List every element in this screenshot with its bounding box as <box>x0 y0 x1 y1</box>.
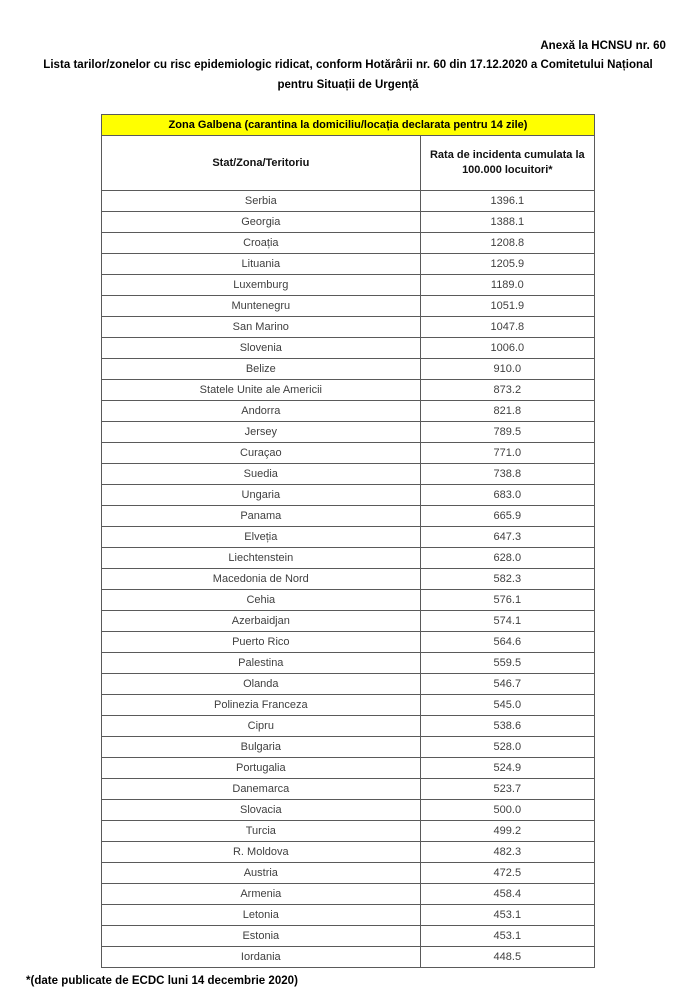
table-row <box>102 610 595 631</box>
cell-incidence-rate: 1047.8 <box>420 316 594 337</box>
cell-incidence-rate: 910.0 <box>420 358 594 379</box>
cell-country-name: Polinezia Franceza <box>102 694 421 715</box>
document-title-line-2: pentru Situații de Urgență <box>277 78 419 91</box>
cell-incidence-rate: 524.9 <box>420 757 594 778</box>
table-row <box>102 946 595 967</box>
column-header-rate-line-2: 100.000 locuitori* <box>462 163 553 176</box>
column-header-rate-line-1: Rata de incidenta cumulata la <box>429 149 585 162</box>
cell-incidence-rate: 448.5 <box>420 946 594 967</box>
zone-banner-row <box>102 114 595 135</box>
cell-country-name: Austria <box>102 862 421 883</box>
table-head <box>102 114 595 190</box>
cell-incidence-rate: 538.6 <box>420 715 594 736</box>
cell-incidence-rate: 1388.1 <box>420 211 594 232</box>
cell-incidence-rate: 1205.9 <box>420 253 594 274</box>
annex-label: Anexă la HCNSU nr. 60 <box>540 40 666 52</box>
table-row <box>102 505 595 526</box>
cell-country-name: Azerbaidjan <box>102 610 421 631</box>
table-row <box>102 715 595 736</box>
cell-country-name: Muntenegru <box>102 295 421 316</box>
cell-incidence-rate: 1051.9 <box>420 295 594 316</box>
cell-incidence-rate: 647.3 <box>420 526 594 547</box>
table-row <box>102 589 595 610</box>
cell-incidence-rate: 665.9 <box>420 505 594 526</box>
cell-country-name: Slovenia <box>102 337 421 358</box>
table-row <box>102 358 595 379</box>
cell-incidence-rate: 1189.0 <box>420 274 594 295</box>
table-row <box>102 883 595 904</box>
cell-country-name: Puerto Rico <box>102 631 421 652</box>
table-row <box>102 778 595 799</box>
cell-incidence-rate: 559.5 <box>420 652 594 673</box>
cell-incidence-rate: 873.2 <box>420 379 594 400</box>
cell-country-name: Olanda <box>102 673 421 694</box>
cell-incidence-rate: 628.0 <box>420 547 594 568</box>
table-row <box>102 295 595 316</box>
table-row <box>102 190 595 211</box>
cell-country-name: Letonia <box>102 904 421 925</box>
cell-incidence-rate: 821.8 <box>420 400 594 421</box>
cell-incidence-rate: 499.2 <box>420 820 594 841</box>
table-body <box>102 190 595 967</box>
cell-country-name: Turcia <box>102 820 421 841</box>
table-row <box>102 421 595 442</box>
cell-country-name: Estonia <box>102 925 421 946</box>
cell-incidence-rate: 523.7 <box>420 778 594 799</box>
cell-incidence-rate: 1208.8 <box>420 232 594 253</box>
table-row <box>102 904 595 925</box>
cell-incidence-rate: 738.8 <box>420 463 594 484</box>
column-header-rate <box>420 135 594 190</box>
cell-country-name: Portugalia <box>102 757 421 778</box>
cell-incidence-rate: 458.4 <box>420 883 594 904</box>
cell-country-name: Elveția <box>102 526 421 547</box>
cell-incidence-rate: 545.0 <box>420 694 594 715</box>
table-row <box>102 862 595 883</box>
table-row <box>102 841 595 862</box>
cell-country-name: Croația <box>102 232 421 253</box>
cell-country-name: Danemarca <box>102 778 421 799</box>
table-row <box>102 757 595 778</box>
table-row <box>102 232 595 253</box>
cell-country-name: Georgia <box>102 211 421 232</box>
table-row <box>102 316 595 337</box>
document-header <box>0 0 696 95</box>
table-row <box>102 631 595 652</box>
cell-country-name: Luxemburg <box>102 274 421 295</box>
table-row <box>102 274 595 295</box>
cell-incidence-rate: 453.1 <box>420 904 594 925</box>
table-row <box>102 442 595 463</box>
column-header-country: Stat/Zona/Teritoriu <box>102 135 421 190</box>
cell-country-name: Bulgaria <box>102 736 421 757</box>
cell-country-name: Serbia <box>102 190 421 211</box>
cell-incidence-rate: 453.1 <box>420 925 594 946</box>
table-row <box>102 652 595 673</box>
cell-incidence-rate: 500.0 <box>420 799 594 820</box>
cell-country-name: Curaçao <box>102 442 421 463</box>
cell-country-name: Andorra <box>102 400 421 421</box>
cell-country-name: Armenia <box>102 883 421 904</box>
cell-country-name: Jersey <box>102 421 421 442</box>
table-row <box>102 673 595 694</box>
cell-country-name: Panama <box>102 505 421 526</box>
footnote: *(date publicate de ECDC luni 14 decembrie 2020) <box>26 974 298 987</box>
cell-country-name: Suedia <box>102 463 421 484</box>
cell-country-name: Macedonia de Nord <box>102 568 421 589</box>
column-header-row <box>102 135 595 190</box>
cell-country-name: Ungaria <box>102 484 421 505</box>
cell-country-name: Iordania <box>102 946 421 967</box>
cell-country-name: Slovacia <box>102 799 421 820</box>
zone-banner-cell: Zona Galbena (carantina la domiciliu/locația declarata pentru 14 zile) <box>102 114 595 135</box>
cell-incidence-rate: 564.6 <box>420 631 594 652</box>
cell-incidence-rate: 582.3 <box>420 568 594 589</box>
cell-country-name: Belize <box>102 358 421 379</box>
cell-country-name: R. Moldova <box>102 841 421 862</box>
table-row <box>102 925 595 946</box>
cell-country-name: Liechtenstein <box>102 547 421 568</box>
table-row <box>102 253 595 274</box>
table-row <box>102 379 595 400</box>
cell-incidence-rate: 789.5 <box>420 421 594 442</box>
cell-incidence-rate: 528.0 <box>420 736 594 757</box>
cell-incidence-rate: 1006.0 <box>420 337 594 358</box>
table-row <box>102 211 595 232</box>
cell-incidence-rate: 683.0 <box>420 484 594 505</box>
cell-country-name: Cehia <box>102 589 421 610</box>
cell-incidence-rate: 482.3 <box>420 841 594 862</box>
cell-incidence-rate: 574.1 <box>420 610 594 631</box>
table-row <box>102 694 595 715</box>
cell-country-name: Cipru <box>102 715 421 736</box>
cell-incidence-rate: 576.1 <box>420 589 594 610</box>
table-row <box>102 526 595 547</box>
table-row <box>102 736 595 757</box>
risk-table-container <box>101 114 595 968</box>
cell-country-name: Palestina <box>102 652 421 673</box>
cell-incidence-rate: 771.0 <box>420 442 594 463</box>
cell-country-name: Statele Unite ale Americii <box>102 379 421 400</box>
table-row <box>102 484 595 505</box>
cell-incidence-rate: 546.7 <box>420 673 594 694</box>
table-row <box>102 337 595 358</box>
document-title-line-1: Lista tarilor/zonelor cu risc epidemiologic ridicat, conform Hotărârii nr. 60 din 17.12.2020 a Comitetului Național <box>43 58 653 71</box>
table-row <box>102 568 595 589</box>
cell-incidence-rate: 472.5 <box>420 862 594 883</box>
risk-countries-table <box>101 114 595 968</box>
cell-country-name: Lituania <box>102 253 421 274</box>
table-row <box>102 820 595 841</box>
cell-country-name: San Marino <box>102 316 421 337</box>
table-row <box>102 799 595 820</box>
cell-incidence-rate: 1396.1 <box>420 190 594 211</box>
table-row <box>102 547 595 568</box>
table-row <box>102 400 595 421</box>
table-row <box>102 463 595 484</box>
